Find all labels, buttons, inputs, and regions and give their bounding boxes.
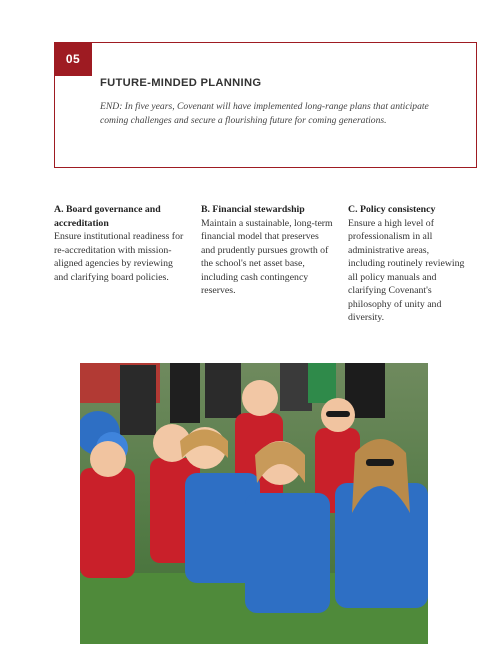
column-text: Maintain a sustainable, long-term financial model that preserves and prudently pursues growth of the school's net asset base, including cash contingency reserves.	[201, 217, 333, 296]
column-board-governance	[54, 203, 186, 284]
column-heading: C. Policy consistency	[348, 204, 436, 215]
column-policy-consistency	[348, 203, 468, 325]
column-heading: A. Board governance and accreditation	[54, 204, 161, 229]
column-heading: B. Financial stewardship	[201, 204, 305, 215]
goal-description: END: In five years, Covenant will have implemented long-range plans that anticipate coming challenges and secure a flourishing future for coming generations.	[100, 101, 429, 126]
crowd-figure	[280, 363, 312, 411]
column-text: Ensure a high level of professionalism in all administrative areas, including routinely reviewing all policy manuals and clarifying Covenant's philosophy of unity and diversity.	[348, 217, 465, 323]
column-financial-stewardship	[201, 203, 333, 298]
girl-blue-shirt	[335, 483, 428, 608]
crowd-figure	[120, 365, 156, 435]
sunglasses	[326, 411, 350, 417]
crowd-figure	[205, 363, 241, 418]
girl-red-shirt	[80, 468, 135, 578]
goal-number-badge: 05	[54, 42, 92, 76]
sunglasses	[366, 459, 394, 466]
column-text: Ensure institutional readiness for re-accreditation with mission-aligned agencies by reviewing and clarifying board policies.	[54, 231, 184, 283]
girl-face	[90, 441, 126, 477]
students-group-photo	[80, 363, 428, 644]
crowd-figure	[308, 363, 336, 403]
girl-blue-shirt	[245, 493, 330, 613]
girl-face	[242, 380, 278, 416]
goal-title: FUTURE-MINDED PLANNING	[100, 77, 262, 89]
crowd-figure	[170, 363, 200, 423]
